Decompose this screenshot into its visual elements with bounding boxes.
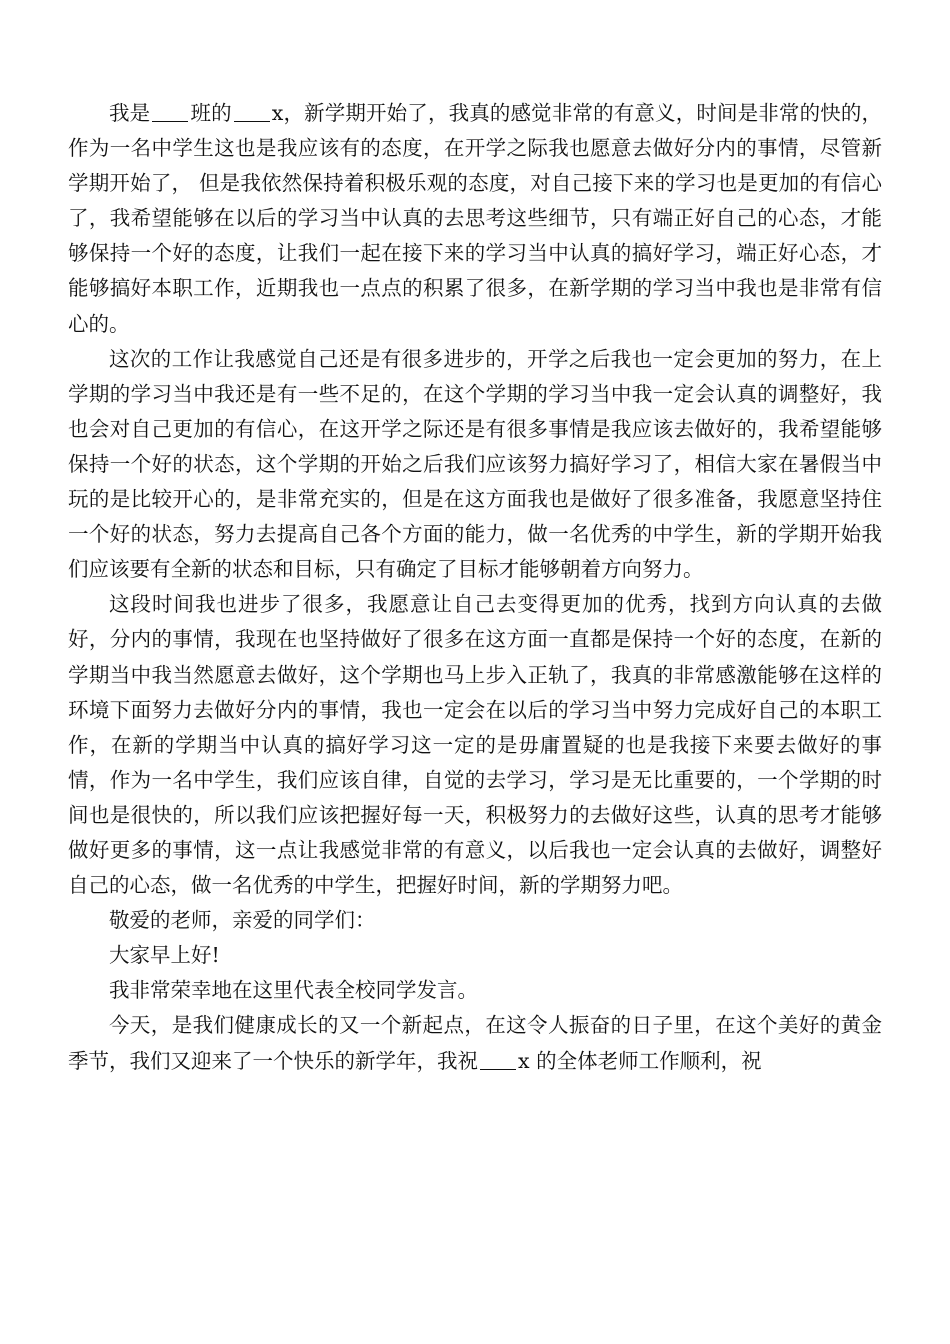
- speech-greeting: 大家早上好!: [109, 943, 220, 968]
- paragraph-7-rest: x 的全体老师工作顺利，祝: [518, 1048, 762, 1073]
- paragraph-1: [68, 96, 882, 342]
- paragraph-7: [68, 1008, 882, 1078]
- fill-in-blank: [152, 120, 188, 122]
- fill-in-blank: [234, 120, 270, 122]
- paragraph-2: 这次的工作让我感觉自己还是有很多进步的，开学之后我也一定会更加的努力，在上学期的学习当中我还是有一些不足的，在这个学期的学习当中我一定会认真的调整好，我也会对自己更加的有信心，在这开学之际还是有很多事情是我应该去做好的，我希望能够保持一个好的状态，这个学期的开始之后我们应该努力搞好学习了，相信大家在暑假当中玩的是比较开心的，是非常充实的，但是在这方面我也是做好了很多准备，我愿意坚持住一个好的状态，努力去提高自己各个方面的能力，做一名优秀的中学生，新的学期开始我们应该要有全新的状态和目标，只有确定了目标才能够朝着方向努力。: [68, 346, 882, 582]
- speech-intro: 我非常荣幸地在这里代表全校同学发言。: [109, 978, 478, 1003]
- paragraph-1-middle: 班的: [190, 101, 232, 125]
- paragraph-3: 这段时间我也进步了很多，我愿意让自己去变得更加的优秀，找到方向认真的去做好，分内的事情，我现在也坚持做好了很多在这方面一直都是保持一个好的态度，在新的学期当中我当然愿意去做好，这个学期也马上步入正轨了，我真的非常感激能够在这样的环境下面努力去做好分内的事情，我也一定会在以后的学习当中努力完成好自己的本职工作，在新的学期当中认真的搞好学习这一定的是毋庸置疑的也是我接下来要去做好的事情，作为一名中学生，我们应该自律，自觉的去学习，学习是无比重要的，一个学期的时间也是很快的，所以我们应该把握好每一天，积极努力的去做好这些，认真的思考才能够做好更多的事情，这一点让我感觉非常的有意义，以后我也一定会认真的去做好，调整好自己的心态，做一名优秀的中学生，把握好时间，新的学期努力吧。: [68, 592, 882, 898]
- document-body: [68, 96, 882, 1079]
- paragraph-7-start: 今天，是我们健康成长的又一个新起点，在这令人振奋的日子里，在这个美好的黄金季节，我们又迎来了一个快乐的新学年，我祝: [68, 1013, 882, 1073]
- paragraph-1-rest: x，新学期开始了，我真的感觉非常的有意义，时间是非常的快的，作为一名中学生这也是我应该有的态度，在开学之际我也愿意去做好分内的事情，尽管新学期开始了， 但是我依然保持着积极乐观的态度，对自己接下来的学习也是更加的有信心了，我希望能够在以后的学习当中认真的去思考这些细节，只有端正好自己的心态，才能够保持一个好的态度，让我们一起在接下来的学习当中认真的搞好学习，端正好心态，才能够搞好本职工作，近期我也一点点的积累了很多，在新学期的学习当中我也是非常有信心的。: [68, 101, 883, 336]
- paragraph-1-start: 我是: [109, 101, 151, 125]
- fill-in-blank: [480, 1068, 516, 1070]
- speech-salutation: 敬爱的老师，亲爱的同学们：: [109, 908, 376, 933]
